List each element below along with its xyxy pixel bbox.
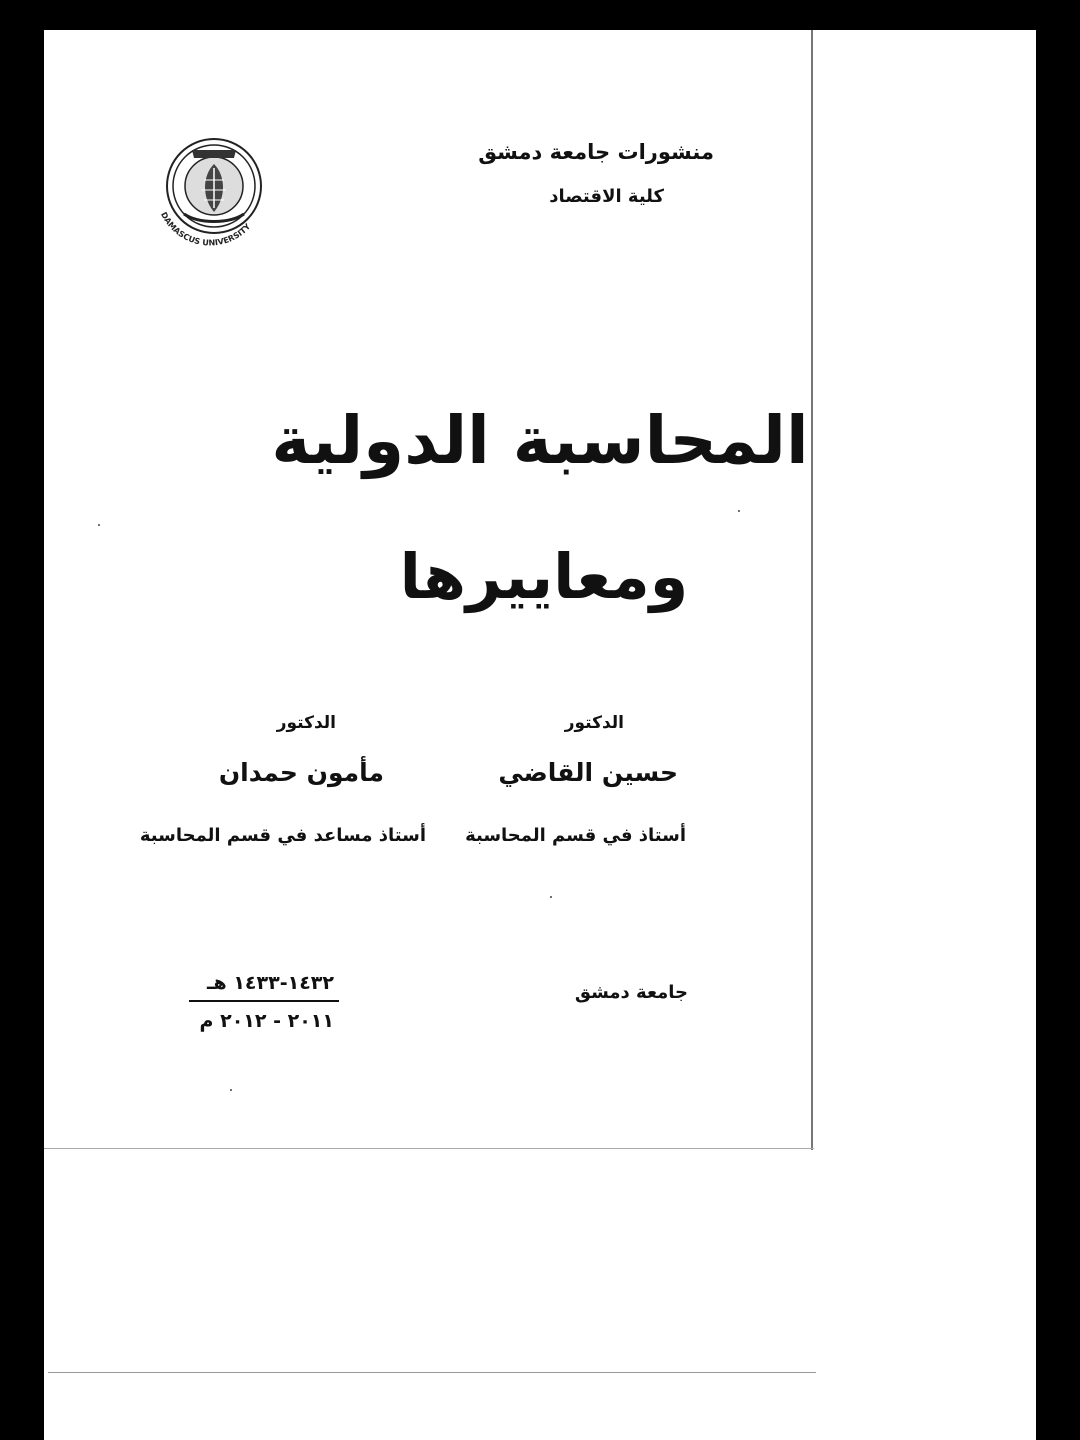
author-1-position: أستاذ في قسم المحاسبة — [465, 825, 686, 846]
scan-speck — [738, 510, 740, 512]
scan-speck — [230, 1089, 232, 1091]
gregorian-years: ٢٠١١ - ٢٠١٢ م — [199, 1010, 334, 1032]
author-2-name: مأمون حمدان — [218, 758, 384, 787]
faculty-line: كلية الاقتصاد — [549, 186, 664, 207]
publisher-line: منشورات جامعة دمشق — [478, 140, 714, 164]
publication-place: جامعة دمشق — [574, 982, 688, 1003]
seal-caption: DAMASCUS UNIVERSITY — [159, 210, 253, 248]
date-divider — [189, 1000, 339, 1002]
scanned-page — [44, 30, 1036, 1440]
page-edge-lower — [48, 1372, 816, 1373]
book-title-line-1: المحاسبة الدولية — [271, 402, 809, 479]
page-edge-bottom — [44, 1148, 814, 1149]
scan-speck — [98, 524, 100, 526]
author-2-label: الدكتور — [276, 713, 336, 733]
scan-speck — [550, 896, 552, 898]
author-1-name: حسين القاضي — [498, 758, 678, 787]
book-title-line-2: ومعاييرها — [399, 540, 689, 613]
hijri-years: ١٤٣٢-١٤٣٣ هـ — [207, 972, 334, 994]
author-2-position: أستاذ مساعد في قسم المحاسبة — [139, 825, 426, 846]
author-1-label: الدكتور — [564, 713, 624, 733]
